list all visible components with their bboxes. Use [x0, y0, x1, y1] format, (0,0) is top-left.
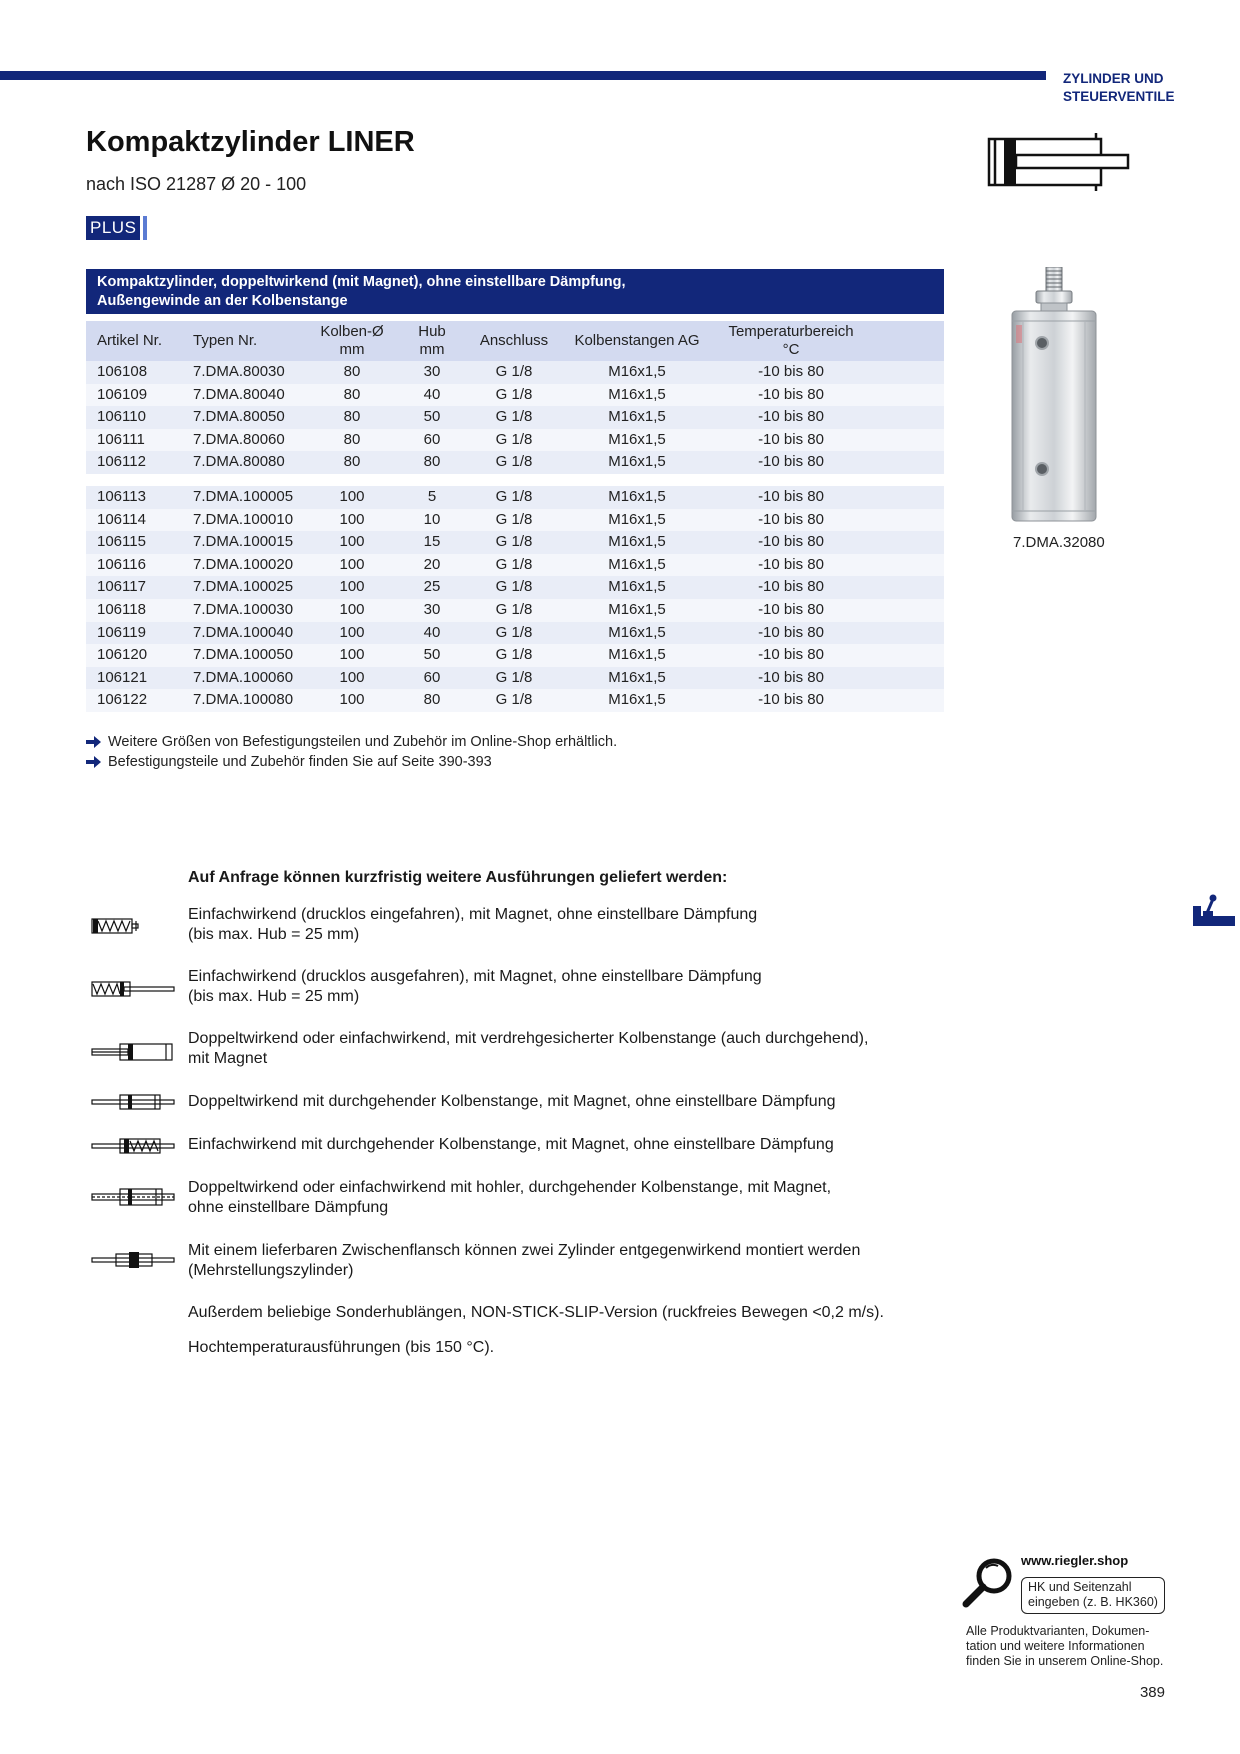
- extra-text: Außerdem beliebige Sonderhublängen, NON-STICK-SLIP-Version (ruckfreies Bewegen <0,2 m/s).: [188, 1304, 884, 1321]
- cell-typen-nr: 7.DMA.80030: [193, 363, 285, 380]
- cell-hub: 50: [423, 646, 441, 664]
- cell-hub: 10: [423, 510, 441, 528]
- header-kolben: [312, 321, 392, 361]
- table-row: [86, 509, 944, 532]
- header-hub: [397, 321, 467, 361]
- cell-typen-nr: 7.DMA.100030: [193, 600, 294, 618]
- cell-kolbenstangen: M16x1,5: [608, 555, 666, 573]
- cell-artikel-nr: 106117: [97, 578, 146, 596]
- table-row: [86, 644, 944, 667]
- cell-typen-nr: 7.DMA.100025: [193, 578, 294, 596]
- cell-hub: 25: [423, 578, 441, 596]
- cell-kolbenstangen: M16x1,5: [608, 510, 666, 528]
- table-row: [86, 486, 944, 509]
- cell-kolbenstangen: M16x1,5: [608, 363, 666, 380]
- cell-artikel-nr: 106114: [97, 510, 146, 528]
- search-hint-line: eingeben (z. B. HK360): [1028, 1595, 1158, 1609]
- cell-kolben: 80: [343, 363, 361, 380]
- note-item: [86, 732, 617, 752]
- options-heading: Auf Anfrage können kurzfristig weitere Ausführungen geliefert werden:: [188, 869, 728, 886]
- cell-kolben: 100: [339, 578, 365, 596]
- cell-kolbenstangen: M16x1,5: [608, 408, 666, 426]
- table-row: [86, 554, 944, 577]
- cell-artikel-nr: 106121: [97, 668, 148, 686]
- cell-anschluss: G 1/8: [495, 578, 533, 596]
- cell-typen-nr: 7.DMA.100040: [193, 623, 294, 641]
- shop-info-text: [966, 1624, 1163, 1669]
- cell-kolbenstangen: M16x1,5: [608, 646, 666, 664]
- option-line: Einfachwirkend (drucklos ausgefahren), mit Magnet, ohne einstellbare Dämpfung: [188, 968, 762, 985]
- cell-hub: 15: [423, 533, 441, 551]
- option-line: (bis max. Hub = 25 mm): [188, 925, 360, 943]
- cell-hub: 40: [423, 385, 441, 403]
- option-item: [188, 1135, 834, 1155]
- note-item: [86, 752, 492, 772]
- option-line: Doppeltwirkend oder einfachwirkend, mit verdrehgesicherter Kolbenstange (auch durchgehend),: [188, 1030, 869, 1047]
- cell-kolbenstangen: M16x1,5: [608, 578, 666, 596]
- option-line: (Mehrstellungszylinder): [188, 1261, 354, 1279]
- option-item: [188, 1092, 836, 1112]
- magnifier-icon: [960, 1556, 1016, 1612]
- header-label: Anschluss: [479, 332, 549, 349]
- table-row: [86, 384, 944, 407]
- cell-kolben: 100: [339, 600, 365, 618]
- cell-anschluss: G 1/8: [495, 691, 533, 709]
- cell-typen-nr: 7.DMA.100015: [193, 533, 294, 551]
- table-row-group: [86, 361, 944, 474]
- cell-temperatur: -10 bis 80: [758, 488, 824, 505]
- table-row: [86, 406, 944, 429]
- through-rod-double-acting-cylinder-icon: [90, 1091, 176, 1113]
- option-line: Mit einem lieferbaren Zwischenflansch können zwei Zylinder entgegenwirkend montiert werden: [188, 1242, 861, 1259]
- cell-kolben: 100: [339, 510, 365, 528]
- cell-typen-nr: 7.DMA.80060: [193, 430, 285, 448]
- option-item: [188, 905, 757, 944]
- header-unit: °C: [782, 341, 800, 358]
- badge-accent-bar: [143, 216, 147, 240]
- double-acting-cylinder-symbol-icon: [986, 131, 1132, 191]
- cell-anschluss: G 1/8: [495, 533, 533, 551]
- cell-anschluss: G 1/8: [495, 488, 533, 505]
- cell-temperatur: -10 bis 80: [758, 555, 824, 573]
- page-subtitle: nach ISO 21287 Ø 20 - 100: [86, 174, 307, 194]
- page-number: 389: [1139, 1684, 1165, 1701]
- option-item: [188, 1241, 860, 1280]
- single-acting-extended-cylinder-icon: [90, 978, 176, 1000]
- cell-kolben: 100: [339, 668, 365, 686]
- table-row: [86, 599, 944, 622]
- cell-kolben: 100: [339, 646, 365, 664]
- anti-rotation-cylinder-icon: [90, 1041, 176, 1063]
- header-label: Temperaturbereich: [728, 323, 854, 340]
- cell-kolbenstangen: M16x1,5: [608, 623, 666, 641]
- cell-temperatur: -10 bis 80: [758, 363, 824, 380]
- search-hint-line: HK und Seitenzahl: [1028, 1580, 1132, 1594]
- info-line: tation und weitere Informationen: [966, 1639, 1145, 1653]
- option-line: Einfachwirkend mit durchgehender Kolbenstange, mit Magnet, ohne einstellbare Dämpfung: [188, 1136, 834, 1153]
- table-row: [86, 531, 944, 554]
- header-label: Typen Nr.: [193, 332, 258, 349]
- cell-artikel-nr: 106119: [97, 623, 146, 641]
- header-unit: mm: [339, 341, 365, 358]
- table-header-row: [86, 321, 944, 361]
- cell-hub: 5: [427, 488, 437, 505]
- cell-typen-nr: 7.DMA.100080: [193, 691, 294, 709]
- product-photo-caption: 7.DMA.32080: [1013, 534, 1105, 551]
- option-item: [188, 967, 762, 1006]
- through-rod-single-acting-cylinder-icon: [90, 1135, 176, 1157]
- cell-typen-nr: 7.DMA.80050: [193, 408, 285, 426]
- hollow-through-rod-cylinder-icon: [90, 1186, 176, 1208]
- header-bar: [0, 71, 1046, 80]
- note-text: Befestigungsteile und Zubehör finden Sie auf Seite 390-393: [108, 754, 492, 770]
- cell-artikel-nr: 106108: [97, 363, 148, 380]
- cell-kolben: 100: [339, 533, 365, 551]
- cell-typen-nr: 7.DMA.100005: [193, 488, 294, 505]
- cell-anschluss: G 1/8: [495, 363, 533, 380]
- info-line: Alle Produktvarianten, Dokumen-: [966, 1624, 1150, 1638]
- cell-anschluss: G 1/8: [495, 385, 533, 403]
- option-line: ohne einstellbare Dämpfung: [188, 1198, 389, 1216]
- cell-kolbenstangen: M16x1,5: [608, 430, 666, 448]
- cell-kolben: 100: [339, 488, 365, 505]
- cell-kolben: 80: [343, 408, 361, 426]
- cell-temperatur: -10 bis 80: [758, 691, 824, 709]
- header-typen-nr: [193, 321, 323, 361]
- cell-temperatur: -10 bis 80: [758, 646, 824, 664]
- cell-kolben: 80: [343, 385, 361, 403]
- cell-typen-nr: 7.DMA.100050: [193, 646, 294, 664]
- cell-anschluss: G 1/8: [495, 600, 533, 618]
- header-label: Hub: [418, 323, 446, 340]
- cell-typen-nr: 7.DMA.100010: [193, 510, 294, 528]
- header-unit: mm: [419, 341, 445, 358]
- section-label: [1063, 70, 1175, 106]
- cell-kolbenstangen: M16x1,5: [608, 533, 666, 551]
- header-label: Kolben-Ø: [320, 323, 384, 340]
- header-label: Artikel Nr.: [97, 332, 163, 349]
- cell-hub: 50: [423, 408, 441, 426]
- compact-cylinder-photo: [1009, 267, 1099, 524]
- cell-kolbenstangen: M16x1,5: [608, 691, 666, 709]
- cell-kolben: 80: [343, 453, 361, 471]
- option-line: Doppeltwirkend mit durchgehender Kolbenstange, mit Magnet, ohne einstellbare Dämpfung: [188, 1093, 836, 1110]
- cell-typen-nr: 7.DMA.80040: [193, 385, 285, 403]
- cell-temperatur: -10 bis 80: [758, 385, 824, 403]
- table-row: [86, 689, 944, 712]
- shop-url-link[interactable]: www.riegler.shop: [1021, 1553, 1129, 1568]
- lever-icon: [1193, 894, 1235, 928]
- table-row: [86, 667, 944, 690]
- cell-hub: 80: [423, 691, 441, 709]
- cell-artikel-nr: 106112: [97, 453, 146, 471]
- cell-anschluss: G 1/8: [495, 510, 533, 528]
- cell-artikel-nr: 106122: [97, 691, 148, 709]
- single-acting-retracted-cylinder-icon: [90, 915, 176, 937]
- cell-temperatur: -10 bis 80: [758, 578, 824, 596]
- section-label-line2: STEUERVENTILE: [1063, 89, 1175, 104]
- cell-typen-nr: 7.DMA.100020: [193, 555, 294, 573]
- option-line: Doppeltwirkend oder einfachwirkend mit hohler, durchgehender Kolbenstange, mit Magnet,: [188, 1179, 832, 1196]
- cell-anschluss: G 1/8: [495, 408, 533, 426]
- note-text: Weitere Größen von Befestigungsteilen und Zubehör im Online-Shop erhältlich.: [108, 734, 618, 750]
- cell-artikel-nr: 106110: [97, 408, 146, 426]
- cell-artikel-nr: 106109: [97, 385, 148, 403]
- cell-typen-nr: 7.DMA.80080: [193, 453, 285, 471]
- section-label-line1: ZYLINDER UND: [1063, 71, 1164, 86]
- table-row: [86, 622, 944, 645]
- cell-kolbenstangen: M16x1,5: [608, 453, 666, 471]
- cell-temperatur: -10 bis 80: [758, 510, 824, 528]
- table-row: [86, 429, 944, 452]
- cell-temperatur: -10 bis 80: [758, 623, 824, 641]
- cell-kolbenstangen: M16x1,5: [608, 488, 666, 505]
- cell-temperatur: -10 bis 80: [758, 533, 824, 551]
- cell-kolbenstangen: M16x1,5: [608, 385, 666, 403]
- cell-artikel-nr: 106111: [97, 430, 145, 448]
- cell-temperatur: -10 bis 80: [758, 668, 824, 686]
- cell-anschluss: G 1/8: [495, 453, 533, 471]
- cell-hub: 30: [423, 600, 441, 618]
- multi-position-cylinder-icon: [90, 1249, 176, 1271]
- cell-kolben: 100: [339, 691, 365, 709]
- header-label: Kolbenstangen AG: [574, 332, 700, 349]
- shop-search-hint-box: [1021, 1577, 1165, 1614]
- table-row: [86, 576, 944, 599]
- cell-kolbenstangen: M16x1,5: [608, 668, 666, 686]
- arrow-right-icon: [86, 755, 102, 769]
- option-line: (bis max. Hub = 25 mm): [188, 987, 360, 1005]
- info-line: finden Sie in unserem Online-Shop.: [966, 1654, 1164, 1668]
- cell-artikel-nr: 106115: [97, 533, 146, 551]
- table-caption-line1: Kompaktzylinder, doppeltwirkend (mit Magnet), ohne einstellbare Dämpfung,: [97, 274, 626, 290]
- table-row: [86, 451, 944, 474]
- header-anschluss: [469, 321, 559, 361]
- cell-artikel-nr: 106118: [97, 600, 146, 618]
- cell-kolben: 80: [343, 430, 361, 448]
- cell-anschluss: G 1/8: [495, 555, 533, 573]
- cell-hub: 60: [423, 668, 441, 686]
- table-caption-line2: Außengewinde an der Kolbenstange: [97, 293, 348, 309]
- table-caption: [86, 269, 944, 314]
- header-artikel-nr: [97, 321, 187, 361]
- cell-hub: 40: [423, 623, 441, 641]
- plus-badge-label: PLUS: [86, 216, 140, 240]
- cell-anschluss: G 1/8: [495, 623, 533, 641]
- option-item: [188, 1178, 831, 1217]
- plus-badge: [86, 216, 147, 240]
- cell-temperatur: -10 bis 80: [758, 430, 824, 448]
- cell-temperatur: -10 bis 80: [758, 600, 824, 618]
- cell-anschluss: G 1/8: [495, 430, 533, 448]
- cell-hub: 30: [423, 363, 441, 380]
- page-title: Kompaktzylinder LINER: [86, 126, 415, 158]
- cell-artikel-nr: 106116: [97, 555, 146, 573]
- header-temperatur: [696, 321, 886, 361]
- table-row-group: [86, 486, 944, 712]
- option-line: mit Magnet: [188, 1049, 268, 1067]
- cell-kolben: 100: [339, 555, 365, 573]
- cell-temperatur: -10 bis 80: [758, 408, 824, 426]
- cell-anschluss: G 1/8: [495, 646, 533, 664]
- cell-typen-nr: 7.DMA.100060: [193, 668, 294, 686]
- cell-kolbenstangen: M16x1,5: [608, 600, 666, 618]
- arrow-right-icon: [86, 735, 102, 749]
- cell-artikel-nr: 106120: [97, 646, 148, 664]
- cell-artikel-nr: 106113: [97, 488, 146, 505]
- cell-hub: 60: [423, 430, 441, 448]
- cell-hub: 20: [423, 555, 441, 573]
- cell-kolben: 100: [339, 623, 365, 641]
- cell-hub: 80: [423, 453, 441, 471]
- extra-text: Hochtemperaturausführungen (bis 150 °C).: [188, 1339, 495, 1356]
- cell-temperatur: -10 bis 80: [758, 453, 824, 471]
- cell-anschluss: G 1/8: [495, 668, 533, 686]
- table-row: [86, 361, 944, 384]
- option-line: Einfachwirkend (drucklos eingefahren), mit Magnet, ohne einstellbare Dämpfung: [188, 906, 758, 923]
- option-item: [188, 1029, 868, 1068]
